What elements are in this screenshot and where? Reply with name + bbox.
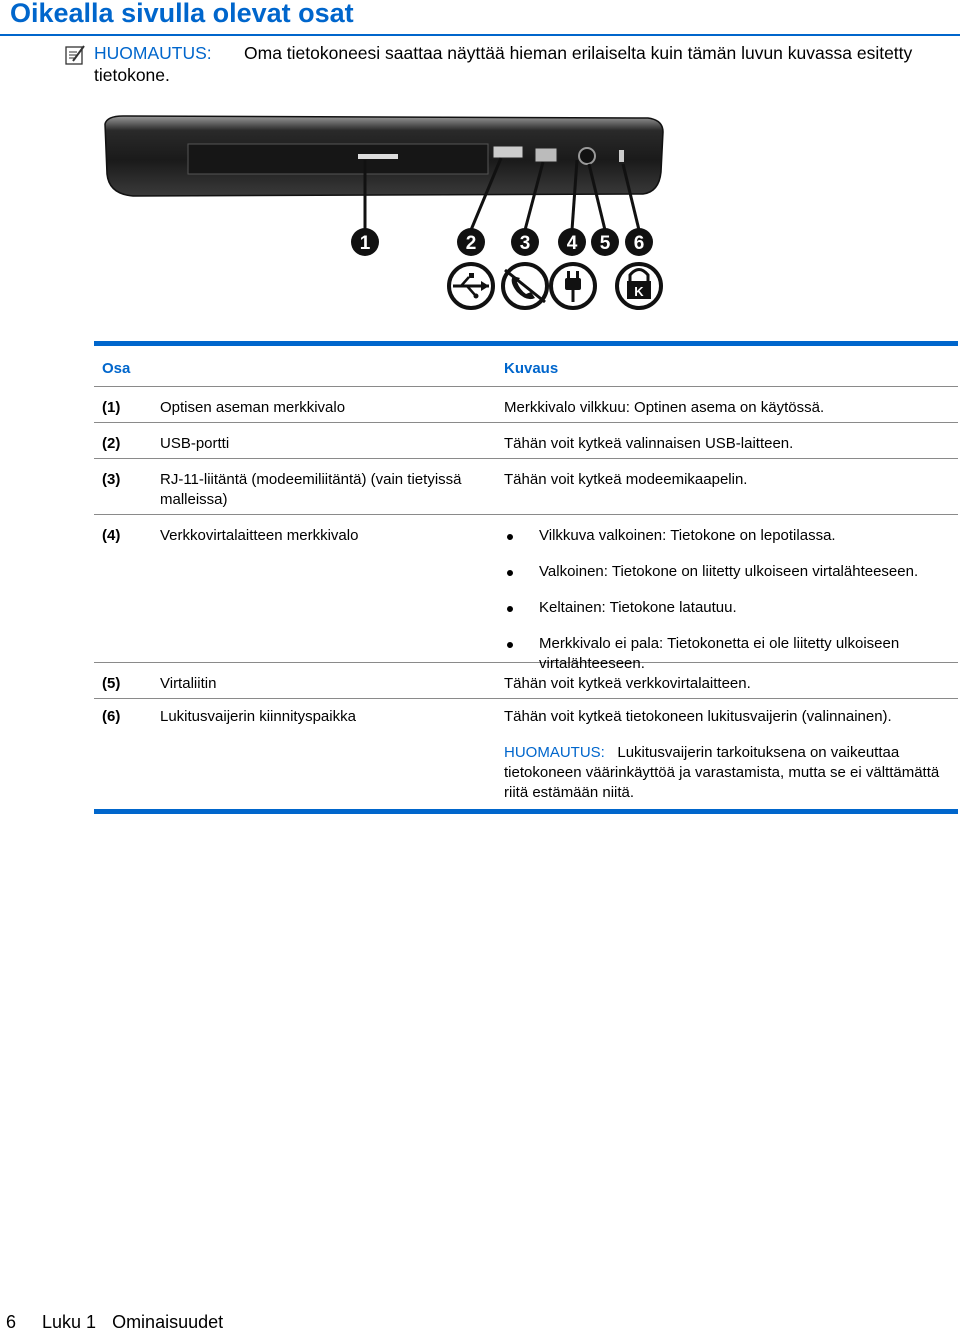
lock-icon bbox=[617, 264, 661, 308]
note-pencil-icon bbox=[64, 44, 86, 71]
table-row: (6) Lukitusvaijerin kiinnityspaikka Tähän voit kytkeä tietokoneen lukitusvaijerin (valinnainen). HUOMAUTUS: Lukitusvaijerin tarkoituksena on vaikeuttaa tietokoneen väärinkäyttöä ja varastamista, mutta se ei välttämättä riitä estämään niitä. bbox=[94, 699, 958, 809]
table-row: (2) USB-portti Tähän voit kytkeä valinnaisen USB-laitteen. bbox=[102, 435, 794, 452]
svg-text:K: K bbox=[634, 284, 644, 299]
table-row: (1) Optisen aseman merkkivalo Merkkivalo vilkkuu: Optinen asema on käytössä. bbox=[102, 399, 825, 416]
page-number: 6 bbox=[6, 1312, 17, 1332]
bullet-dot-icon bbox=[507, 606, 513, 612]
page-footer bbox=[6, 1312, 223, 1333]
row-note-label: HUOMAUTUS: bbox=[504, 744, 605, 761]
laptop-side-view bbox=[105, 116, 663, 196]
table-header-row bbox=[94, 346, 958, 386]
callout-6 bbox=[625, 228, 653, 256]
bullet-dot-icon bbox=[507, 534, 513, 540]
row-note-text: Lukitusvaijerin tarkoituksena on vaikeuttaa tietokoneen väärinkäyttöä ja varastamista, mutta se ei välttämättä riitä estämään niitä. bbox=[504, 744, 940, 801]
table-row: (4) Verkkovirtalaitteen merkkivalo Vilkkuva valkoinen: Tietokone on lepotilassa. Valkoinen: Tietokone on liitetty ulkoiseen virtalähteeseen. Keltainen: Tietokone latautuu. Merkkivalo ei pala: Tietokonetta ei ole liitetty ulkoiseen virtalähteeseen. bbox=[102, 527, 919, 672]
title-rule bbox=[0, 34, 960, 36]
callout-1 bbox=[351, 228, 379, 256]
note-text: Oma tietokoneesi saattaa näyttää hieman erilaiselta kuin tämän luvun kuvassa esitetty tietokone. bbox=[94, 43, 913, 85]
callout-2 bbox=[457, 228, 485, 256]
table-row: (5) Virtaliitin Tähän voit kytkeä verkkovirtalaitteen. bbox=[102, 675, 751, 692]
callout-3 bbox=[511, 228, 539, 256]
row-note bbox=[504, 743, 954, 803]
svg-text:2: 2 bbox=[465, 233, 477, 254]
header-description: Kuvaus bbox=[504, 360, 559, 377]
page-title: Oikealla sivulla olevat osat bbox=[10, 0, 354, 28]
usb-icon bbox=[449, 264, 493, 308]
bullet-dot-icon bbox=[507, 570, 513, 576]
svg-text:5: 5 bbox=[599, 233, 611, 254]
svg-text:6: 6 bbox=[633, 233, 645, 254]
components-table bbox=[94, 341, 958, 814]
header-part: Osa bbox=[102, 360, 131, 377]
table-row: (3) RJ-11-liitäntä (modeemiliitäntä) (vain tietyissä malleissa) Tähän voit kytkeä modeemikaapelin. bbox=[102, 471, 748, 508]
note bbox=[64, 42, 924, 86]
table-bottom-rule bbox=[94, 809, 958, 814]
laptop-right-side-figure bbox=[103, 112, 665, 317]
note-label: HUOMAUTUS: bbox=[94, 43, 212, 63]
power-plug-icon bbox=[551, 264, 595, 308]
svg-text:3: 3 bbox=[519, 233, 531, 254]
callout-5 bbox=[591, 228, 619, 256]
bullet-dot-icon bbox=[507, 642, 513, 648]
callout-4 bbox=[558, 228, 586, 256]
chapter-label: Luku 1 bbox=[42, 1312, 97, 1332]
chapter-title: Ominaisuudet bbox=[112, 1312, 224, 1332]
svg-text:1: 1 bbox=[359, 233, 371, 254]
svg-text:4: 4 bbox=[566, 233, 578, 254]
modem-phone-icon bbox=[503, 264, 547, 308]
